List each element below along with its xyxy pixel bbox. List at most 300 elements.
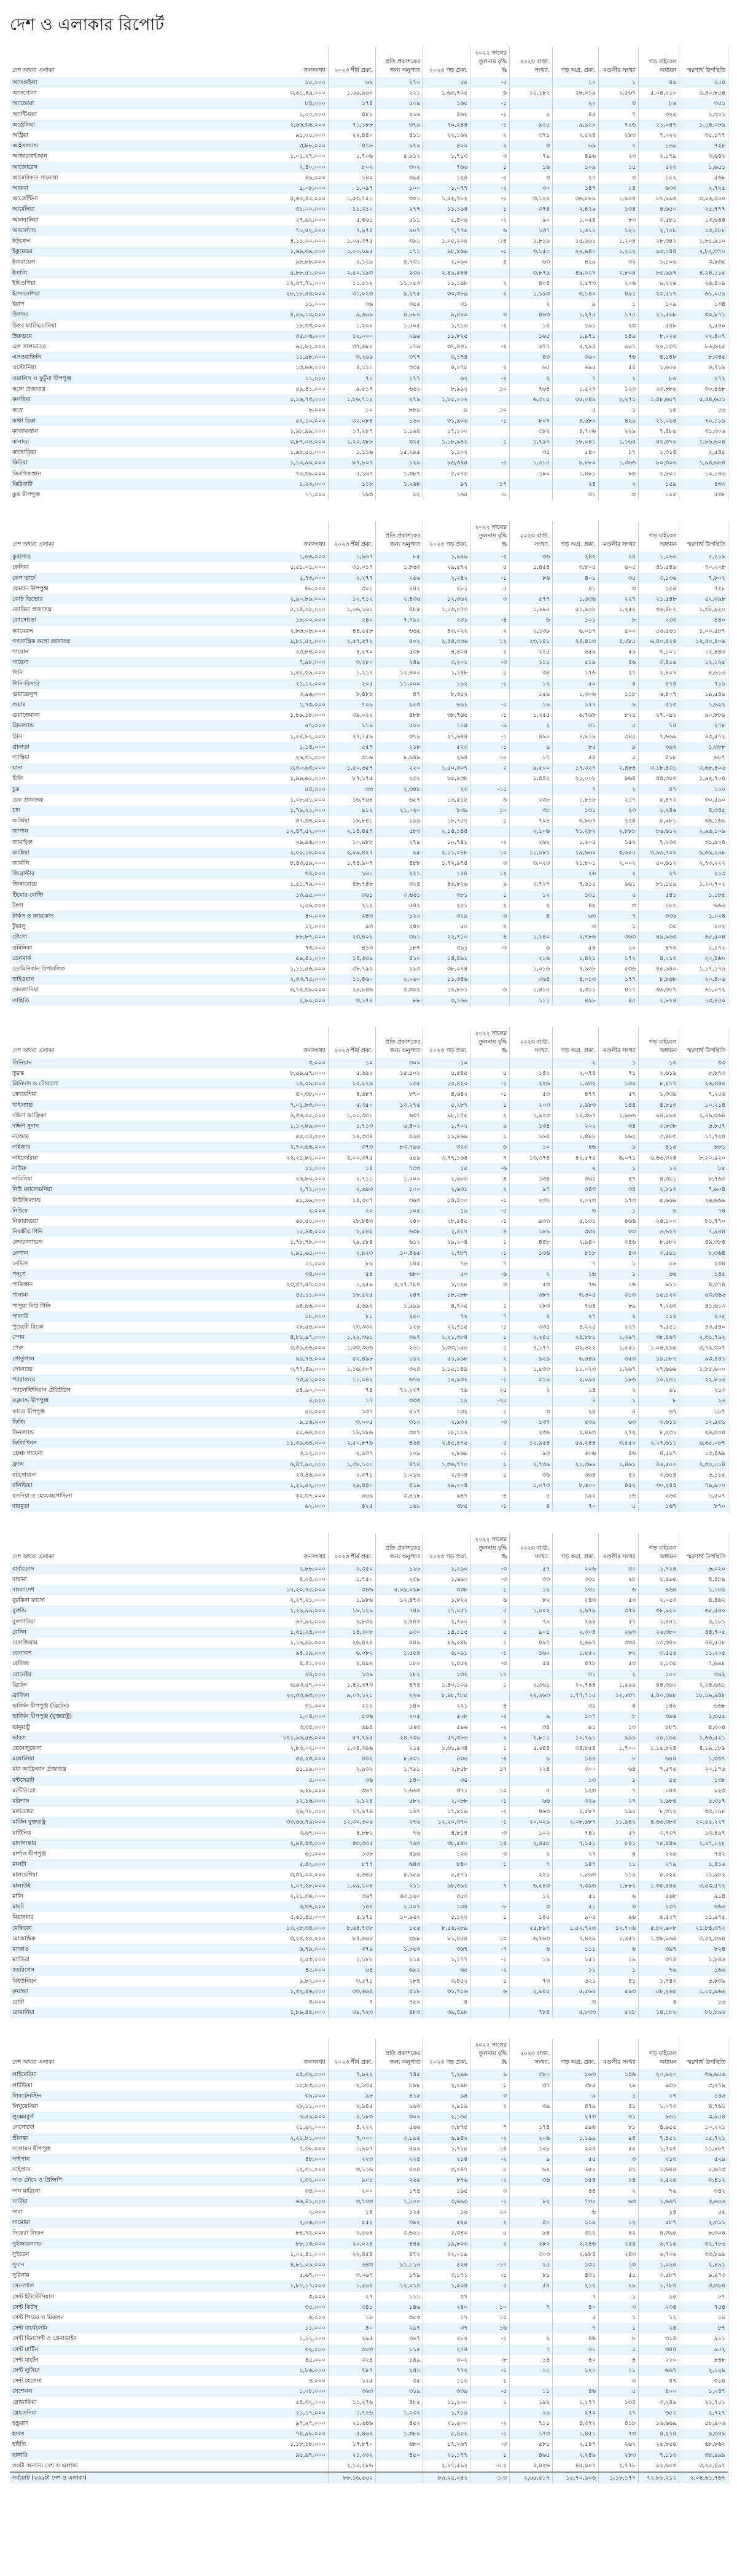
cell-bapt: ২,১৩৯ [510,626,553,636]
column-header-bapt[interactable]: ২০২৩ বাপ্তা. সংখ্যা. [510,2039,553,2069]
cell-incr: ২ [470,278,510,289]
cell-bapt: ২,৭৩৯ [510,1459,553,1470]
table-row [10,1195,728,1206]
cell-incr: ২ [470,289,510,299]
country-name: গিনি [10,668,232,678]
column-header-mem[interactable]: স্মরণার্থ উপস্থিতি [679,1027,728,1058]
cell-avg: ২,৮৫৮ [423,1764,470,1774]
cell-avg: ১০,৯৩২ [423,1375,470,1385]
table-row [10,479,728,490]
cell-bapt: ৬ [510,943,553,953]
cell-mem: ৮,৩৪৫ [679,352,728,362]
cell-pio: ১,৫৫২ [553,1648,599,1658]
table-row [10,742,728,752]
cell-cong: ১,৭০০ [598,1743,638,1754]
column-header-pop[interactable]: জনসংখ্যা [232,1533,329,1564]
cell-ratio: ৫৫৯ [376,1153,423,1163]
cell-cong: ৩৫ [598,573,638,584]
cell-pio: ১,৮১৮ [553,795,599,805]
cell-pop: ৩৭,৩৬,০০০ [232,816,329,826]
cell-avg: ৩১ [423,299,470,310]
cell-cong: ৪৭ [598,1174,638,1184]
country-name: সেন্ট লুসিয়া [10,2365,232,2376]
cell-avg: ৯,৪০০ [423,310,470,320]
cell-ratio: ৮৮ [376,996,423,1006]
cell-bapt: ১৫৯ [510,689,553,700]
column-header-mem[interactable]: স্মরণার্থ উপস্থিতি [679,1533,728,1564]
cell-mem: ৫৮,৯০৬ [679,2418,728,2429]
table-row [10,204,728,214]
cell-ratio: ৩৭৯ [376,732,423,742]
column-header-pop[interactable]: জনসংখ্যা [232,1027,329,1058]
cell-bapt: ২,১০৬ [510,826,553,837]
cell-ratio: ১৬০ [376,416,423,426]
cell-mem: ৩,৯৫৪ [679,2112,728,2122]
table-row [10,1174,728,1184]
total-mem: ২,০৪,৬১,৭৬৭ [679,2472,728,2484]
country-name: চাদ [10,805,232,816]
cell-pop: ২,৯৪,৪৩,০০০ [232,1838,329,1849]
cell-ratio: ৩,৪১৮ [376,1491,423,1501]
cell-peak: ১২,০০০ [328,331,375,342]
cell-bs: ৪৬,৫০০ [639,1459,679,1470]
cell-pop: ২৩,৩৭,৫৭,০০০ [232,1279,329,1290]
cell-bapt: ৩ [510,141,553,151]
cell-peak: ৩৬৭ [328,1786,375,1796]
cell-cong: ২,৮৮৮ [598,826,638,837]
cell-incr [470,826,510,837]
cell-cong: ২২৯ [598,426,638,437]
cell-bapt: ৪০ [510,2217,553,2228]
cell-bapt: ৫ [510,109,553,120]
country-name: নাইজার [10,1142,232,1152]
cell-ratio: ১,৭৯১ [376,1764,423,1774]
cell-pop: ১,৮৯,১৮,০০০ [232,710,329,720]
cell-bs: ৪,৫৯৭ [639,1448,679,1459]
column-header-peak[interactable]: ২০২৩ শীর্ষ প্রকা. [328,2039,375,2069]
cell-mem: ৩,৬৮,৪০৬ [679,763,728,773]
country-name: ডোমিনিকান রিপাবলিক [10,964,232,974]
country-name: বেলারুশ [10,1648,232,1658]
cell-cong: ৬,০৭১ [598,1153,638,1163]
cell-peak: ৩১৬ [328,752,375,763]
cell-ratio: ২১১ [376,1881,423,1891]
column-header-bs[interactable]: গড় বাইবেল অধ্যয়ন [639,2039,679,2069]
cell-peak: ৯৩ [328,921,375,932]
report-section [10,521,727,1006]
cell-cong: ৭ [598,1786,638,1796]
other-incr: -০.২ [470,2461,510,2472]
cell-pio: ২,২৪৬ [553,2239,599,2249]
cell-avg: ৪৩,০২২ [423,626,470,636]
cell-bapt: ১২ [510,1891,553,1902]
cell-mem: ১,৮৯,৬০৪ [679,437,728,447]
country-name: ইথিওপিয়া [10,278,232,289]
column-header-avg[interactable]: ২০২৩ গড় প্রকা. [423,1533,470,1564]
column-header-pop[interactable]: জনসংখ্যা [232,521,329,552]
cell-pio: ২,৭৮৬ [553,932,599,942]
cell-incr: -৫ [470,1206,510,1216]
country-name: এস্টোনিয়া [10,362,232,373]
column-header-avg[interactable]: ২০২৩ গড় প্রকা. [423,521,470,552]
column-header-cong[interactable]: মণ্ডলীর সংখ্যা [598,521,638,552]
cell-ratio: ৯১,১১৬ [376,2260,423,2270]
cell-cong: ৫৩ [598,1658,638,1669]
cell-avg: ২,৩০৪ [423,1470,470,1480]
cell-cong: ১১ [598,2365,638,2376]
column-header-bs[interactable]: গড় বাইবেল অধ্যয়ন [639,47,679,77]
cell-bs: ৫৮,২৬৫ [639,1986,679,1997]
column-header-mem[interactable]: স্মরণার্থ উপস্থিতি [679,47,728,77]
cell-ratio: ৬৯২ [376,1965,423,1975]
cell-pop: ৮৪,০০০ [232,98,329,109]
column-header-pop[interactable]: জনসংখ্যা [232,47,329,77]
page-title: দেশ ও এলাকার রিপোর্ট [10,15,165,34]
column-header-pio[interactable]: গড় অগ্র. প্রকা. [553,47,599,77]
cell-ratio: ৩৯৮ [376,1934,423,1944]
cell-mem: ৬,৭১৯ [679,362,728,373]
cell-avg: ৮৭৬ [423,2175,470,2185]
cell-pop: ২,০০০ [232,2207,329,2217]
cell-pio: ২৭ [553,173,599,183]
country-name: ব্রাজিল [10,1690,232,1701]
column-header-incr[interactable]: ২০২২ সালের তুলনায় বৃদ্ধি % [470,47,510,77]
cell-cong: ২৯ [598,2281,638,2291]
cell-pio: ২,৩১১ [553,985,599,995]
cell-cong: ৭৬ [598,352,638,362]
cell-cong: ১,৩৯৭ [598,1332,638,1343]
column-header-name[interactable]: দেশ অথবা এলাকা [12,541,55,548]
country-name: রুয়ান্ডা [10,1986,232,1997]
cell-peak: ১৪০ [328,173,375,183]
cell-avg: ১৮,১১২ [423,1427,470,1438]
cell-mem: ১০০ [679,784,728,795]
column-header-bapt[interactable]: ২০২৩ বাপ্তা. সংখ্যা. [510,47,553,77]
cell-incr: ৫ [470,1627,510,1637]
cell-cong: ৩ [598,2376,638,2386]
column-header-ratio[interactable]: প্রতি প্রকাশকের জন্য অনুপাত [376,47,423,77]
cell-pop: ৪৯,০০০ [232,173,329,183]
cell-bapt: ৪৬৫ [510,2450,553,2461]
cell-avg: ১৪,৪০০ [423,1195,470,1206]
cell-mem: ৩,৫৩,৫৭২ [679,1881,728,1891]
cell-peak: ১,৩৮,১০০ [328,1459,375,1470]
cell-peak: ৭০ [328,373,375,384]
cell-bs: ৬,৭০৬ [639,2249,679,2260]
column-header-bs[interactable]: গড় বাইবেল অধ্যয়ন [639,1027,679,1058]
cell-bs: ১২ [639,1163,679,1174]
cell-ratio: ৬৫৭ [376,795,423,805]
cell-peak: ২২,৪৫৪ [328,2249,375,2260]
cell-cong: ৭২৬ [598,120,638,130]
cell-avg: ৯৮,৩৯২ [423,1881,470,1891]
table-header-row [10,521,728,552]
column-header-ratio[interactable]: প্রতি প্রকাশকের জন্য অনুপাত [376,2039,423,2069]
cell-pop: ১,০৮,০০০ [232,2386,329,2397]
column-header-pop[interactable]: জনসংখ্যা [232,2039,329,2069]
cell-peak: ৩০৩ [328,2344,375,2355]
table-row [10,1701,728,1711]
cell-cong: ১ [598,77,638,88]
cell-mem: ২০,৪৬০ [679,953,728,964]
cell-ratio: ২৭৯ [376,394,423,405]
cell-avg: ২৭ [423,2292,470,2302]
table-row [10,1332,728,1343]
column-header-bapt[interactable]: ২০২৩ বাপ্তা. সংখ্যা. [510,521,553,552]
cell-peak: ২,৫০,৮৭৬ [328,1438,375,1448]
cell-mem: ২০,৪০৬ [679,974,728,985]
cell-pop: ১,৭৩,০০০ [232,700,329,710]
cell-pio: ৪১ [553,584,599,594]
cell-avg: ২,৭৮৭ [423,1248,470,1259]
column-header-bapt[interactable]: ২০২৩ বাপ্তা. সংখ্যা. [510,1533,553,1564]
cell-cong [598,2207,638,2217]
table-row [10,1121,728,1131]
cell-mem: ২,৫৪৫ [679,447,728,458]
cell-ratio: ২৫০ [376,1311,423,1322]
column-header-bs[interactable]: গড় বাইবেল অধ্যয়ন [639,1533,679,1564]
cell-ratio: ৯৩০ [376,1627,423,1637]
column-header-bapt[interactable]: ২০২৩ বাপ্তা. সংখ্যা. [510,1027,553,1058]
cell-cong: ৩,৫৫২ [598,1438,638,1448]
table-row [10,1754,728,1764]
cell-mem: ১৭,৭২৪ [679,1131,728,1142]
cell-peak: ৫,১৭১ [328,1912,375,1922]
cell-peak: ২,৮২৩ [328,1248,375,1259]
column-header-pio[interactable]: গড় অগ্র. প্রকা. [553,1027,599,1058]
cell-cong: ৪৩ [598,1248,638,1259]
cell-pop: ২,২১,৩৬,০০০ [232,1891,329,1902]
cell-bapt: ১,৭৯৭ [510,437,553,447]
cell-peak: ১,৭১৩ [328,1121,375,1131]
cell-bs: ৫৫,১৯৫ [639,1733,679,1743]
cell-avg: ১,১৭৭ [423,1954,470,1965]
cell-ratio: ৮,৪৩১ [376,1754,423,1764]
country-name: দক্ষিণ সুদান [10,1121,232,1131]
column-header-pio[interactable]: গড় অগ্র. প্রকা. [553,1533,599,1564]
cell-bs: ৩,৯৬,৭০০ [639,848,679,858]
cell-cong: ৩২ [598,257,638,267]
cell-pio: ৬,০১৭ [553,626,599,636]
cell-avg: ১১,৩৪৬ [423,974,470,985]
cell-avg: ২৭৪ [423,2344,470,2355]
cell-ratio: ৭৫০ [376,1997,423,2007]
cell-cong: ৬৫৩ [598,1354,638,1364]
country-name: কোট ডিভোর [10,594,232,604]
other-peak: ২,১০,২৮৬ [328,2461,375,2472]
cell-avg: ২৯,২০৪ [423,1237,470,1247]
column-header-bs[interactable]: গড় বাইবেল অধ্যয়ন [639,521,679,552]
column-header-name[interactable]: দেশ অথবা এলাকা [12,2059,55,2066]
cell-ratio: ৪৭৪ [376,1680,423,1690]
cell-bs: ৩,১৮,৪৩১ [639,763,679,773]
cell-bs: ৯৩১ [639,2080,679,2091]
table-row [10,2239,728,2249]
cell-cong: ৯৪ [598,2133,638,2144]
cell-mem: ১,০২৪ [679,911,728,921]
country-name: রোমানিয়া [10,2007,232,2018]
cell-pio: ১২০ [553,2365,599,2376]
cell-bapt: ৪,১৭৭ [510,1343,553,1353]
country-name: বলিভিয়া [10,1480,232,1491]
cell-bs: ২,০৫৩ [639,1595,679,1606]
column-header-ratio[interactable]: প্রতি প্রকাশকের জন্য অনুপাত [376,521,423,552]
cell-pio: ১৪৪ [553,1754,599,1764]
cell-incr: ৬ [470,1142,510,1152]
country-name: ভার্জিন দ্বীপপুঞ্জ (যুক্তরাষ্ট্র) [10,1711,232,1722]
cell-bs: ১,৭৮৪ [639,2281,679,2291]
cell-peak: ৫৫৭ [328,742,375,752]
cell-cong: ৫৭ [598,1617,638,1627]
column-header-peak[interactable]: ২০২৩ শীর্ষ প্রকা. [328,521,375,552]
cell-pio: ৮,৮৮০ [553,458,599,468]
cell-bapt: ১৭৪ [510,2122,553,2133]
column-header-name[interactable]: দেশ অথবা এলাকা [12,1553,55,1560]
cell-bs: ১,৭০৩ [639,2144,679,2154]
country-name: স্পেন [10,1332,232,1343]
cell-incr [470,964,510,974]
cell-cong: ২১৭ [598,795,638,805]
column-header-cong[interactable]: মণ্ডলীর সংখ্যা [598,1027,638,1058]
column-header-pio[interactable]: গড় অগ্র. প্রকা. [553,2039,599,2069]
cell-incr: -৫ [470,700,510,710]
cell-incr: ৪ [470,1701,510,1711]
cell-bs: ৯৩,০৪৪ [639,246,679,257]
cell-bs: ১৫,১২৩ [639,1290,679,1300]
cell-pop: ২০,৩৩,৬৩,০০০ [232,1690,329,1701]
column-header-mem[interactable]: স্মরণার্থ উপস্থিতি [679,521,728,552]
column-header-peak[interactable]: ২০২৩ শীর্ষ প্রকা. [328,1027,375,1058]
column-header-incr[interactable]: ২০২২ সালের তুলনায় বৃদ্ধি % [470,2039,510,2069]
cell-incr: ৬ [470,225,510,236]
cell-bs: ৪৭ [639,784,679,795]
cell-pio: ৮৫ [553,742,599,752]
cell-bs: ৪,১৪৮ [639,352,679,362]
cell-peak: ১৮,৮৪১ [328,816,375,826]
table-row [10,1817,728,1827]
country-name: নেদারল্যান্ডস [10,1237,232,1247]
cell-bs: ১,৪৮,৬৫৭ [639,394,679,405]
cell-mem: ২,৭৩,২২২ [679,858,728,868]
column-header-peak[interactable]: ২০২৩ শীর্ষ প্রকা. [328,47,375,77]
table-row [10,1322,728,1332]
cell-bs: ৯৪,৮৯৩ [639,1110,679,1121]
cell-peak: ২,৯৩৭ [328,1448,375,1459]
cell-incr: -১ [470,193,510,204]
column-header-ratio[interactable]: প্রতি প্রকাশকের জন্য অনুপাত [376,1533,423,1564]
column-header-pio[interactable]: গড় অগ্র. প্রকা. [553,521,599,552]
cell-pop: ৩,৩৯,৬৬,০০০ [232,1343,329,1353]
column-header-mem[interactable]: স্মরণার্থ উপস্থিতি [679,2039,728,2069]
cell-bapt [510,2376,553,2386]
cell-bapt: ২২৪ [510,1764,553,1774]
cell-avg: ১৫৪ [423,868,470,879]
column-header-cong[interactable]: মণ্ডলীর সংখ্যা [598,1533,638,1564]
cell-ratio: ২১৫ [376,1954,423,1965]
cell-bapt: ২২৬ [510,1079,553,1089]
cell-pop: ৬৮,০০০ [232,584,329,594]
cell-bs: ৪৫ [639,77,679,88]
country-name: সান মারিনো [10,2186,232,2196]
column-header-cong[interactable]: মণ্ডলীর সংখ্যা [598,47,638,77]
cell-mem: ৩,৫২,৩৯৪ [679,1934,728,1944]
cell-mem: ৫২৯ [679,2154,728,2164]
country-name: বোনেইর [10,1669,232,1680]
table-row [10,626,728,636]
country-name: রডরিগেস [10,1965,232,1975]
cell-bapt: ১৯ [510,1954,553,1965]
cell-cong: ৩৩ [598,1227,638,1237]
table-row [10,1828,728,1838]
cell-pop: ২,০৭,২৮,০০০ [232,1881,329,1891]
cell-bapt: ৯২৫ [510,120,553,130]
cell-pio: ৩৬৪ [553,1470,599,1480]
cell-bapt: ৩১৯ [510,1375,553,1385]
cell-mem: ৪,৪৬২ [679,1595,728,1606]
cell-incr: ১২ [470,636,510,647]
column-header-avg[interactable]: ২০২৩ গড় প্রকা. [423,2039,470,2069]
cell-avg: ১০,৭৪১ [423,837,470,848]
column-header-incr[interactable]: ২০২২ সালের তুলনায় বৃদ্ধি % [470,1027,510,1058]
column-header-peak[interactable]: ২০২৩ শীর্ষ প্রকা. [328,1533,375,1564]
cell-cong [598,1997,638,2007]
cell-bapt: ৮১ [510,2270,553,2281]
cell-pop: ১,০৮,৫১,০০০ [232,795,329,805]
cell-bapt: ৬২ [510,2164,553,2175]
cell-cong: ৯৬১ [598,879,638,889]
cell-bapt [510,868,553,879]
cell-peak: ১,১৬,৩০৭ [328,1364,375,1375]
cell-avg: ৩৭,৪৩১ [423,342,470,352]
cell-incr: ১০ [470,2313,510,2323]
country-name: ভানুয়াটু [10,1722,232,1733]
cell-ratio: ১৩,২৭৫ [376,1100,423,1110]
country-name: আর্মেনিয়া [10,204,232,214]
other-mem: ৩,২৫,৪৯৭ [679,2461,728,2472]
cell-ratio: ৩৭৯ [376,120,423,130]
cell-pio: ৭৬৪ [553,1301,599,1311]
column-header-cong[interactable]: মণ্ডলীর সংখ্যা [598,2039,638,2069]
cell-cong: ৮ [598,615,638,625]
cell-peak: ২০৫ [328,679,375,689]
cell-avg: ৯৮,৮৬৯ [423,246,470,257]
cell-pio: ৪৬ [553,1142,599,1152]
cell-peak: ৬২ [328,77,375,88]
cell-peak: ৪,৫৭০ [328,647,375,657]
cell-pop: ১২,৩১,০০০ [232,2164,329,2175]
cell-pop: ১৪,০৯,০০০ [232,1079,329,1089]
column-header-ratio[interactable]: প্রতি প্রকাশকের জন্য অনুপাত [376,1027,423,1058]
table-row [10,2313,728,2323]
cell-pop: ৩,৩৬,০০০ [232,1902,329,1912]
cell-pop: ৫৪,৯০,০০০ [232,1385,329,1395]
cell-bapt: ৪৯০ [510,732,553,742]
cell-pio: ৮৬৩ [553,2069,599,2080]
cell-ratio: ৯২ [376,490,423,500]
total-pio: ১৫,৭০,৯০৬ [553,2472,599,2484]
column-header-incr[interactable]: ২০২২ সালের তুলনায় বৃদ্ধি % [470,521,510,552]
column-header-avg[interactable]: ২০২৩ গড় প্রকা. [423,47,470,77]
column-header-incr[interactable]: ২০২২ সালের তুলনায় বৃদ্ধি % [470,1533,510,1564]
cell-incr [470,394,510,405]
column-header-name[interactable]: দেশ অথবা এলাকা [12,1047,55,1054]
cell-bs: ৩৬,৩৫৭ [639,985,679,995]
cell-ratio: ৪,৭৩১ [376,257,423,267]
cell-avg: ৫,৪০৬ [423,215,470,225]
column-header-name[interactable]: দেশ অথবা এলাকা [12,67,55,74]
column-header-avg[interactable]: ২০২৩ গড় প্রকা. [423,1027,470,1058]
country-name: টার্কস ও কায়কোস [10,911,232,921]
